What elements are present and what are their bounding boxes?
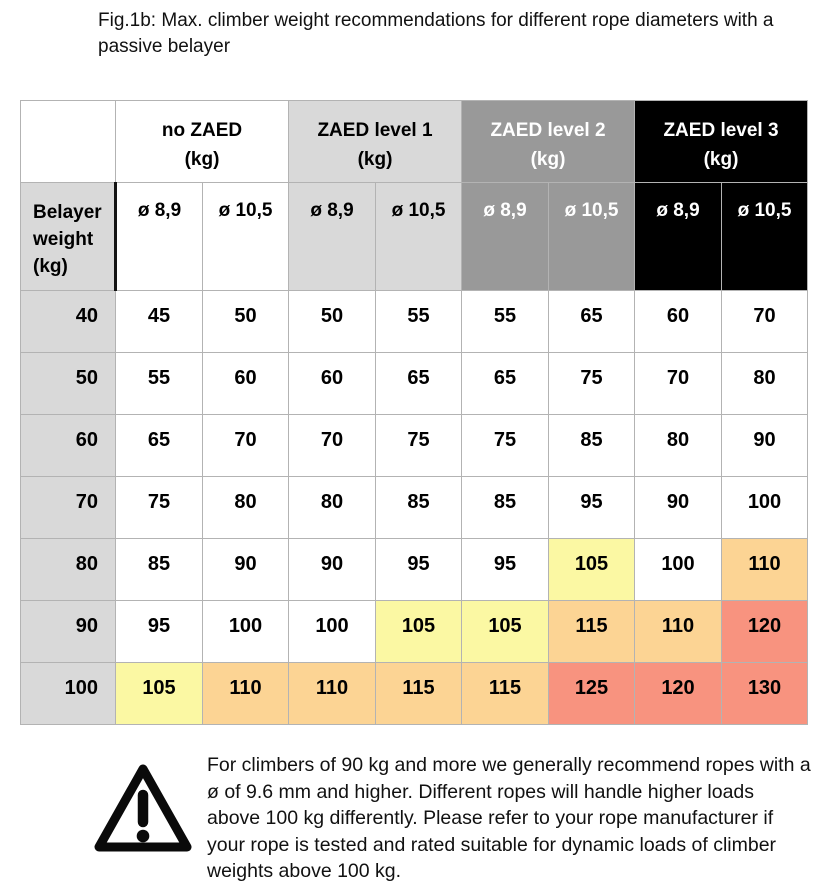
- belayer-weight-label: 40: [21, 291, 116, 353]
- table-row-belayer-50: [21, 353, 808, 415]
- group-header-3: ZAED level 2 (kg): [462, 101, 635, 183]
- table-cell: 55: [116, 353, 203, 415]
- table-row-belayer-70: [21, 477, 808, 539]
- belayer-weight-label: 50: [21, 353, 116, 415]
- table-cell: 90: [635, 477, 722, 539]
- belayer-weight-label: 90: [21, 601, 116, 663]
- table-row-belayer-40: [21, 291, 808, 353]
- diameter-header-g4-1: ø 8,9: [635, 183, 722, 291]
- corner-spacer: [21, 101, 116, 183]
- table-cell: 110: [722, 539, 808, 601]
- table-cell: 90: [203, 539, 289, 601]
- belayer-weight-label: 60: [21, 415, 116, 477]
- group-header-2: ZAED level 1 (kg): [289, 101, 462, 183]
- table-cell: 50: [203, 291, 289, 353]
- table-cell: 75: [462, 415, 549, 477]
- table-cell: 65: [462, 353, 549, 415]
- table-cell: 100: [635, 539, 722, 601]
- table-cell: 60: [203, 353, 289, 415]
- table-cell: 105: [462, 601, 549, 663]
- diameter-header-g1-1: ø 8,9: [116, 183, 203, 291]
- table-cell: 50: [289, 291, 376, 353]
- table-cell: 95: [116, 601, 203, 663]
- table-cell: 100: [289, 601, 376, 663]
- table-cell: 115: [376, 663, 462, 725]
- diameter-header-g3-2: ø 10,5: [549, 183, 635, 291]
- table-row-belayer-80: [21, 539, 808, 601]
- table-cell: 105: [549, 539, 635, 601]
- table-cell: 65: [549, 291, 635, 353]
- zaed-level-header-row: [21, 101, 808, 183]
- table-cell: 110: [635, 601, 722, 663]
- table-cell: 85: [462, 477, 549, 539]
- table-cell: 65: [376, 353, 462, 415]
- table-cell: 120: [635, 663, 722, 725]
- belayer-weight-label: 70: [21, 477, 116, 539]
- table-cell: 70: [722, 291, 808, 353]
- table-row-belayer-60: [21, 415, 808, 477]
- table-cell: 90: [289, 539, 376, 601]
- table-cell: 85: [116, 539, 203, 601]
- table-cell: 65: [116, 415, 203, 477]
- table-cell: 85: [376, 477, 462, 539]
- table-cell: 80: [722, 353, 808, 415]
- diameter-header-g1-2: ø 10,5: [203, 183, 289, 291]
- group-header-1: no ZAED (kg): [116, 101, 289, 183]
- table-cell: 55: [376, 291, 462, 353]
- warning-note: [93, 752, 811, 885]
- warning-text: For climbers of 90 kg and more we generally recommend ropes with a ø of 9.6 mm and higher. Different ropes will handle higher loads above 100 kg differently. Please refer to your rope manufacturer if your rope is tested and rated suitable for dynamic loads of climber weights above 100 kg.: [207, 754, 811, 883]
- table-cell: 100: [203, 601, 289, 663]
- table-cell: 75: [549, 353, 635, 415]
- table-cell: 85: [549, 415, 635, 477]
- table-cell: 110: [203, 663, 289, 725]
- table-cell: 70: [635, 353, 722, 415]
- table-cell: 115: [549, 601, 635, 663]
- table-cell: 70: [203, 415, 289, 477]
- table-cell: 55: [462, 291, 549, 353]
- diameter-header-g2-2: ø 10,5: [376, 183, 462, 291]
- belayer-weight-label: 80: [21, 539, 116, 601]
- table-cell: 115: [462, 663, 549, 725]
- group-header-4: ZAED level 3 (kg): [635, 101, 808, 183]
- table-cell: 70: [289, 415, 376, 477]
- table-cell: 80: [635, 415, 722, 477]
- table-cell: 60: [289, 353, 376, 415]
- table-cell: 130: [722, 663, 808, 725]
- table-cell: 95: [462, 539, 549, 601]
- table-cell: 75: [116, 477, 203, 539]
- table-cell: 125: [549, 663, 635, 725]
- diameter-header-g3-1: ø 8,9: [462, 183, 549, 291]
- figure-caption: Fig.1b: Max. climber weight recommendations for different rope diameters with a passive belayer: [98, 10, 774, 58]
- rope-diameter-header-row: [21, 183, 808, 291]
- table-cell: 100: [722, 477, 808, 539]
- table-cell: 95: [549, 477, 635, 539]
- table-row-belayer-90: [21, 601, 808, 663]
- table-cell: 105: [376, 601, 462, 663]
- table-cell: 105: [116, 663, 203, 725]
- belayer-weight-header: Belayer weight (kg): [21, 183, 116, 291]
- table-cell: 120: [722, 601, 808, 663]
- belayer-weight-label: 100: [21, 663, 116, 725]
- diameter-header-g2-1: ø 8,9: [289, 183, 376, 291]
- table-cell: 90: [722, 415, 808, 477]
- table-cell: 60: [635, 291, 722, 353]
- table-cell: 80: [203, 477, 289, 539]
- table-row-belayer-100: [21, 663, 808, 725]
- table-cell: 45: [116, 291, 203, 353]
- table-cell: 110: [289, 663, 376, 725]
- climber-weight-table: [20, 100, 808, 725]
- warning-triangle-icon: [93, 762, 193, 854]
- table-cell: 80: [289, 477, 376, 539]
- table-cell: 95: [376, 539, 462, 601]
- diameter-header-g4-2: ø 10,5: [722, 183, 808, 291]
- table-cell: 75: [376, 415, 462, 477]
